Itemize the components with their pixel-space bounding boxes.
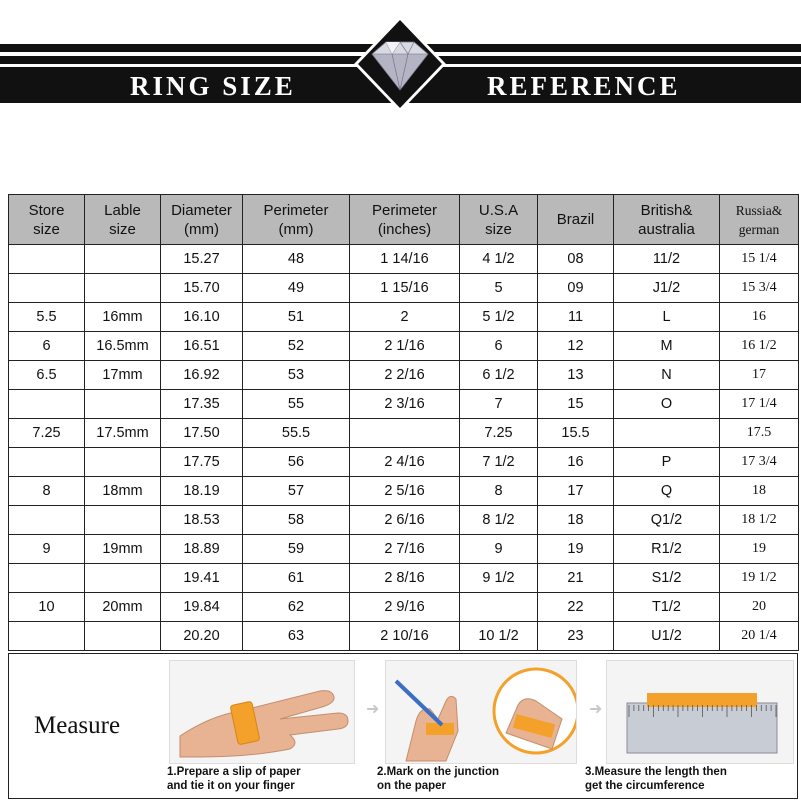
table-cell: T1/2 — [614, 593, 720, 622]
table-cell — [85, 564, 161, 593]
table-cell: 2 3/16 — [350, 390, 460, 419]
table-row — [9, 593, 799, 622]
diamond-icon — [352, 14, 448, 114]
table-cell: 18.53 — [161, 506, 243, 535]
column-header — [720, 195, 799, 245]
table-cell: 62 — [243, 593, 350, 622]
table-cell: 17 — [720, 361, 799, 390]
column-header-line: British& — [640, 201, 693, 219]
table-cell — [85, 390, 161, 419]
table-cell: 2 7/16 — [350, 535, 460, 564]
table-row — [9, 303, 799, 332]
step3-caption-line2: get the circumference — [585, 780, 705, 792]
table-cell: 17 1/4 — [720, 390, 799, 419]
table-cell: 12 — [538, 332, 614, 361]
table-cell: 08 — [538, 245, 614, 274]
step2-caption — [377, 765, 587, 793]
table-cell: P — [614, 448, 720, 477]
table-cell: 17 3/4 — [720, 448, 799, 477]
step3-image — [606, 660, 794, 764]
table-cell: 5.5 — [9, 303, 85, 332]
table-cell — [85, 506, 161, 535]
table-row — [9, 390, 799, 419]
table-cell: 1 15/16 — [350, 274, 460, 303]
table-cell: 22 — [538, 593, 614, 622]
table-cell: 15.27 — [161, 245, 243, 274]
column-header — [161, 195, 243, 245]
table-cell — [9, 390, 85, 419]
table-cell: 1 14/16 — [350, 245, 460, 274]
table-cell: 16.51 — [161, 332, 243, 361]
table-cell — [85, 448, 161, 477]
table-cell: 7.25 — [460, 419, 538, 448]
table-cell — [9, 245, 85, 274]
step2-caption-line2: on the paper — [377, 780, 447, 792]
table-cell: 20 — [720, 593, 799, 622]
table-cell: 2 4/16 — [350, 448, 460, 477]
table-cell: 4 1/2 — [460, 245, 538, 274]
table-cell: 52 — [243, 332, 350, 361]
ring-size-table — [8, 194, 799, 651]
table-cell: 59 — [243, 535, 350, 564]
table-cell — [85, 245, 161, 274]
table-cell: 10 — [9, 593, 85, 622]
table-cell: 2 — [350, 303, 460, 332]
table-cell: 55.5 — [243, 419, 350, 448]
column-header — [614, 195, 720, 245]
table-cell: J1/2 — [614, 274, 720, 303]
column-header-line: Lable — [104, 201, 141, 219]
table-cell: 18 1/2 — [720, 506, 799, 535]
table-cell: 16.92 — [161, 361, 243, 390]
table-cell: 11 — [538, 303, 614, 332]
table-cell: 16.5mm — [85, 332, 161, 361]
table-cell: 7.25 — [9, 419, 85, 448]
table-cell: 8 — [460, 477, 538, 506]
table-cell: 5 — [460, 274, 538, 303]
table-cell: 17mm — [85, 361, 161, 390]
table-cell: N — [614, 361, 720, 390]
table-cell — [9, 564, 85, 593]
table-row — [9, 448, 799, 477]
table-row — [9, 622, 799, 651]
table-cell: 2 2/16 — [350, 361, 460, 390]
table-cell: 19mm — [85, 535, 161, 564]
table-cell: 16.10 — [161, 303, 243, 332]
step1-caption-line2: and tie it on your finger — [167, 780, 295, 792]
table-cell: 56 — [243, 448, 350, 477]
table-cell: 16 1/2 — [720, 332, 799, 361]
table-cell: 63 — [243, 622, 350, 651]
table-cell: 16 — [720, 303, 799, 332]
table-cell: R1/2 — [614, 535, 720, 564]
column-header — [460, 195, 538, 245]
step3-caption — [585, 765, 797, 793]
table-cell: 2 8/16 — [350, 564, 460, 593]
column-header-line: australia — [638, 220, 695, 238]
table-cell: 20mm — [85, 593, 161, 622]
banner-title-left: RING SIZE — [130, 71, 296, 101]
table-cell: 18 — [538, 506, 614, 535]
table-row — [9, 477, 799, 506]
column-header-line: Russia& — [735, 202, 783, 218]
table-cell: 17.35 — [161, 390, 243, 419]
column-header-line: size — [109, 220, 136, 238]
table-cell — [85, 622, 161, 651]
table-cell: 6 1/2 — [460, 361, 538, 390]
table-row — [9, 506, 799, 535]
table-cell: O — [614, 390, 720, 419]
table-cell: 49 — [243, 274, 350, 303]
table-cell: 11/2 — [614, 245, 720, 274]
table-body — [9, 245, 799, 651]
step3-caption-line1: 3.Measure the length then — [585, 766, 727, 778]
banner-title-right: REFERENCE — [487, 71, 681, 101]
step2-image — [385, 660, 577, 764]
table-cell — [9, 448, 85, 477]
table-cell: 9 — [9, 535, 85, 564]
table-cell: 55 — [243, 390, 350, 419]
table-cell: 20 1/4 — [720, 622, 799, 651]
header-banner — [0, 0, 801, 130]
table-cell: 6 — [9, 332, 85, 361]
column-header-line: size — [485, 220, 512, 238]
table-cell: 09 — [538, 274, 614, 303]
column-header — [85, 195, 161, 245]
table-cell: 17.5 — [720, 419, 799, 448]
table-cell: 17 — [538, 477, 614, 506]
table-cell: 15 1/4 — [720, 245, 799, 274]
column-header-line: U.S.A — [478, 201, 519, 219]
table-cell: 21 — [538, 564, 614, 593]
table-cell: 9 1/2 — [460, 564, 538, 593]
arrow-right-icon: ➜ — [589, 701, 603, 718]
table-cell: 7 1/2 — [460, 448, 538, 477]
table-cell — [9, 506, 85, 535]
table-cell: 2 6/16 — [350, 506, 460, 535]
table-row — [9, 245, 799, 274]
table-cell: 6 — [460, 332, 538, 361]
column-header — [9, 195, 85, 245]
table-cell: S1/2 — [614, 564, 720, 593]
column-header-line: Perimeter — [263, 201, 329, 219]
table-header-row — [9, 195, 799, 245]
table-cell: 9 — [460, 535, 538, 564]
table-cell: 18 — [720, 477, 799, 506]
table-cell: 2 9/16 — [350, 593, 460, 622]
column-header-line: german — [738, 221, 780, 237]
table-cell: 2 5/16 — [350, 477, 460, 506]
column-header-line: Store — [28, 201, 65, 219]
step1-image — [169, 660, 355, 764]
table-row — [9, 361, 799, 390]
column-header — [350, 195, 460, 245]
table-cell: 23 — [538, 622, 614, 651]
table-cell — [85, 274, 161, 303]
table-cell: 15.5 — [538, 419, 614, 448]
table-cell: 19.41 — [161, 564, 243, 593]
column-header-line: Perimeter — [371, 201, 438, 219]
table-cell: 18mm — [85, 477, 161, 506]
table-cell — [350, 419, 460, 448]
table-cell: 48 — [243, 245, 350, 274]
table-cell: 5 1/2 — [460, 303, 538, 332]
column-header-line: (mm) — [184, 220, 219, 238]
table-cell: 15 — [538, 390, 614, 419]
table-cell: 16 — [538, 448, 614, 477]
table-cell: 15.70 — [161, 274, 243, 303]
table-cell: Q — [614, 477, 720, 506]
table-cell: U1/2 — [614, 622, 720, 651]
column-header-line: size — [33, 220, 60, 238]
table-cell: 19.84 — [161, 593, 243, 622]
column-header-line: Diameter — [171, 201, 232, 219]
table-cell: 20.20 — [161, 622, 243, 651]
table-cell: 17.75 — [161, 448, 243, 477]
table-cell: 10 1/2 — [460, 622, 538, 651]
column-header-line: Brazil — [556, 211, 595, 228]
table-cell: 53 — [243, 361, 350, 390]
column-header — [538, 195, 614, 245]
table-cell: 19 — [720, 535, 799, 564]
table-row — [9, 419, 799, 448]
table-cell: 8 1/2 — [460, 506, 538, 535]
measure-label: Measure — [34, 712, 121, 739]
table-row — [9, 332, 799, 361]
table-cell: 51 — [243, 303, 350, 332]
step1-caption-line1: 1.Prepare a slip of paper — [167, 766, 301, 778]
table-cell: 13 — [538, 361, 614, 390]
table-cell: 8 — [9, 477, 85, 506]
table-cell: 58 — [243, 506, 350, 535]
table-cell: 15 3/4 — [720, 274, 799, 303]
table-row — [9, 564, 799, 593]
arrow-right-icon: ➜ — [366, 701, 380, 718]
table-cell — [9, 274, 85, 303]
table-cell — [460, 593, 538, 622]
table-cell: 19 1/2 — [720, 564, 799, 593]
table-cell: 7 — [460, 390, 538, 419]
table-row — [9, 535, 799, 564]
table-cell: 61 — [243, 564, 350, 593]
table-cell: 18.19 — [161, 477, 243, 506]
column-header — [243, 195, 350, 245]
table-cell: 2 1/16 — [350, 332, 460, 361]
table-cell: 18.89 — [161, 535, 243, 564]
table-row — [9, 274, 799, 303]
table-cell: 16mm — [85, 303, 161, 332]
column-header-line: (mm) — [278, 220, 314, 238]
measure-section — [8, 653, 798, 799]
step1-caption — [167, 765, 367, 793]
table-cell: 19 — [538, 535, 614, 564]
table-cell: Q1/2 — [614, 506, 720, 535]
step2-caption-line1: 2.Mark on the junction — [377, 766, 500, 778]
table-cell: 17.50 — [161, 419, 243, 448]
table-cell — [614, 419, 720, 448]
table-cell — [9, 622, 85, 651]
table-cell: 57 — [243, 477, 350, 506]
table-cell: L — [614, 303, 720, 332]
column-header-line: (inches) — [377, 220, 432, 238]
table-cell: 2 10/16 — [350, 622, 460, 651]
table-cell: 6.5 — [9, 361, 85, 390]
table-cell: 17.5mm — [85, 419, 161, 448]
table-cell: M — [614, 332, 720, 361]
